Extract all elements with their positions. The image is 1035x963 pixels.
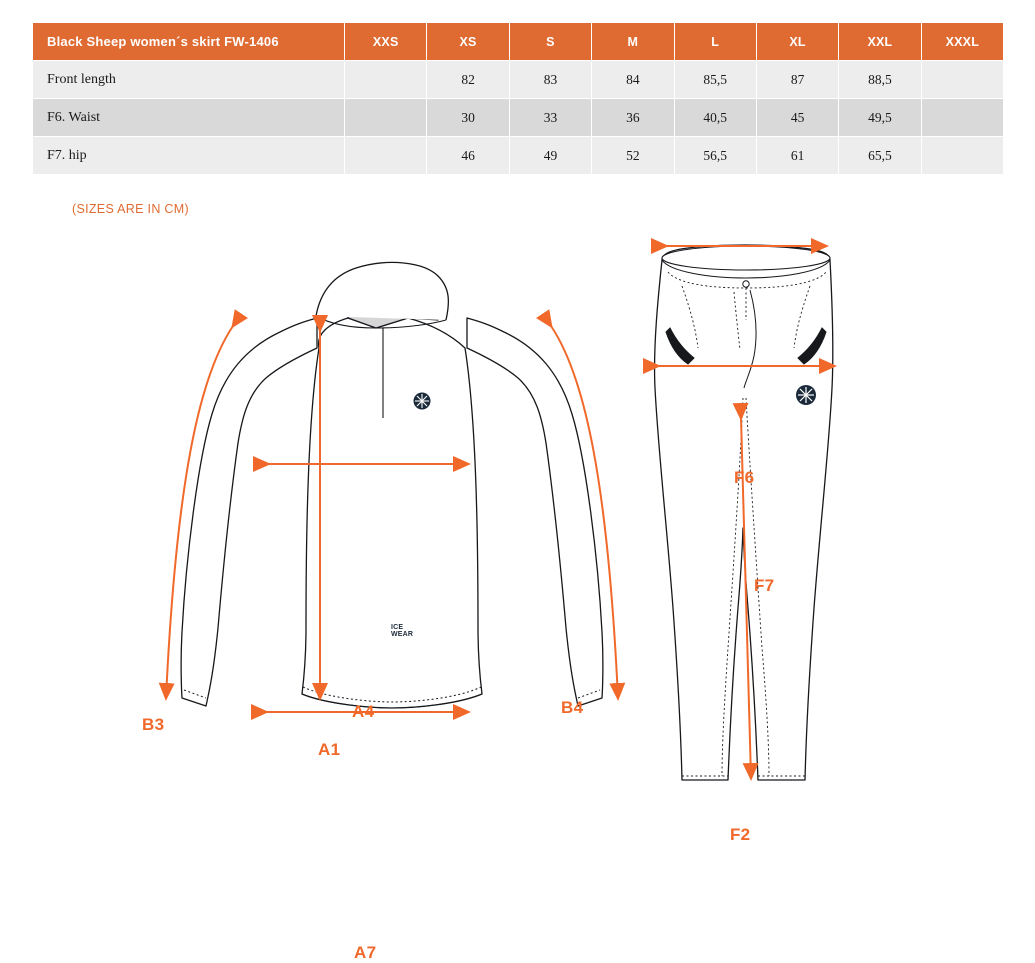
- cell-hip-xxs: [345, 137, 427, 175]
- cell-front-length-m: 84: [592, 61, 674, 99]
- measure-label-f2: F2: [730, 825, 751, 844]
- cell-front-length-xs: 82: [427, 61, 509, 99]
- size-table: [32, 22, 1004, 175]
- row-label-front-length: Front length: [33, 61, 345, 99]
- cell-waist-xxxl: [921, 99, 1003, 137]
- table-row: [33, 61, 1004, 99]
- cell-waist-xxs: [345, 99, 427, 137]
- measure-label-a1: A1: [318, 740, 341, 759]
- cell-waist-xs: 30: [427, 99, 509, 137]
- cell-waist-l: 40,5: [674, 99, 756, 137]
- jacket-brand-text: [391, 624, 413, 639]
- jacket-brand-line1: ICE: [391, 624, 404, 631]
- size-header-xxs: XXS: [345, 23, 427, 61]
- cell-front-length-xl: 87: [756, 61, 838, 99]
- measure-label-f7: F7: [754, 576, 775, 595]
- cell-front-length-xxs: [345, 61, 427, 99]
- cell-waist-xxl: 49,5: [839, 99, 921, 137]
- cell-front-length-s: 83: [509, 61, 591, 99]
- pants-diagram: [610, 228, 910, 808]
- cell-waist-s: 33: [509, 99, 591, 137]
- measure-label-a4: A4: [352, 702, 375, 721]
- hip-logo-icon: [796, 385, 816, 405]
- product-name-header: Black Sheep women´s skirt FW-1406: [33, 23, 345, 61]
- units-note: (SIZES ARE IN CM): [72, 202, 189, 216]
- table-row: [33, 137, 1004, 175]
- pants-button-icon: [743, 281, 749, 287]
- size-header-xs: XS: [427, 23, 509, 61]
- measure-label-b4: B4: [561, 698, 584, 717]
- size-header-xxxl: XXXL: [921, 23, 1003, 61]
- row-label-hip: F7. hip: [33, 137, 345, 175]
- cell-hip-xxxl: [921, 137, 1003, 175]
- chest-logo-icon: [414, 393, 431, 410]
- measure-label-a7: A7: [354, 943, 377, 962]
- size-header-m: M: [592, 23, 674, 61]
- cell-front-length-xxl: 88,5: [839, 61, 921, 99]
- measure-label-f6: F6: [734, 468, 755, 487]
- size-table-head: [33, 23, 1004, 61]
- size-table-header-row: [33, 23, 1004, 61]
- cell-hip-xs: 46: [427, 137, 509, 175]
- cell-hip-xl: 61: [756, 137, 838, 175]
- table-row: [33, 99, 1004, 137]
- row-label-waist: F6. Waist: [33, 99, 345, 137]
- size-header-l: L: [674, 23, 756, 61]
- cell-waist-m: 36: [592, 99, 674, 137]
- cell-hip-xxl: 65,5: [839, 137, 921, 175]
- cell-hip-m: 52: [592, 137, 674, 175]
- size-header-s: S: [509, 23, 591, 61]
- cell-hip-s: 49: [509, 137, 591, 175]
- cell-front-length-l: 85,5: [674, 61, 756, 99]
- jacket-outline: [181, 318, 603, 708]
- measure-label-b3: B3: [142, 715, 165, 734]
- size-table-body: [33, 61, 1004, 175]
- cell-waist-xl: 45: [756, 99, 838, 137]
- size-header-xxl: XXL: [839, 23, 921, 61]
- size-header-xl: XL: [756, 23, 838, 61]
- figure-area: [0, 228, 1035, 962]
- jacket-collar: [316, 262, 448, 328]
- jacket-brand-line2: WEAR: [391, 631, 414, 639]
- cell-front-length-xxxl: [921, 61, 1003, 99]
- cell-hip-l: 56,5: [674, 137, 756, 175]
